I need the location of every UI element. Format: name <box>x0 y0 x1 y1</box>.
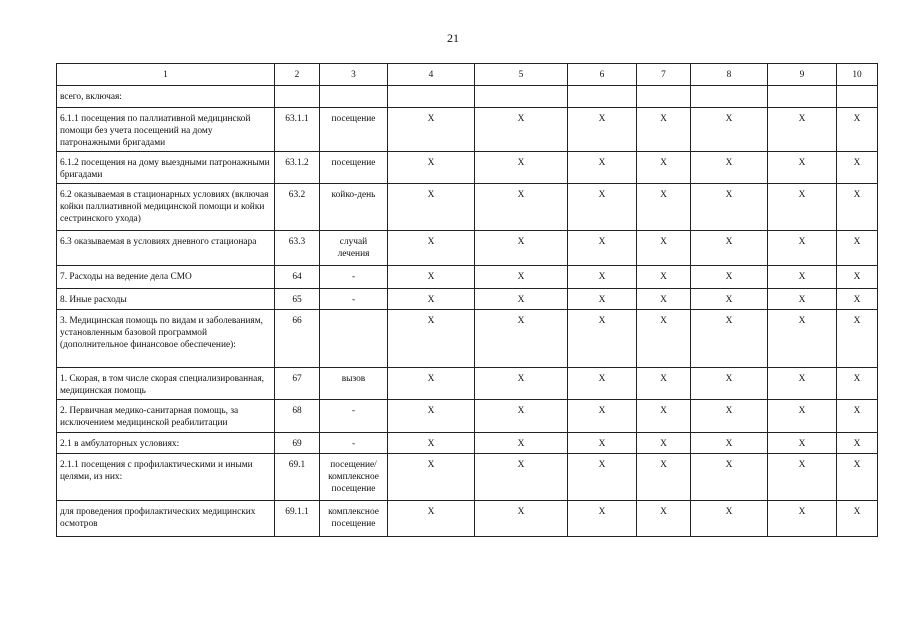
column-header: 8 <box>691 64 768 86</box>
row-code: 65 <box>275 289 320 310</box>
value-cell: X <box>388 231 475 266</box>
value-cell: X <box>691 266 768 289</box>
value-cell: X <box>837 266 878 289</box>
value-cell: X <box>768 368 837 400</box>
row-name: 6.1.2 посещения на дому выездными патронажными бригадами <box>57 152 275 184</box>
table-row <box>57 368 878 400</box>
row-name: 6.1.1 посещения по паллиативной медицинской помощи без учета посещений на дому патронажными бригадами <box>57 108 275 152</box>
value-cell: X <box>691 184 768 231</box>
value-cell: X <box>768 433 837 454</box>
row-name: 8. Иные расходы <box>57 289 275 310</box>
value-cell: X <box>475 152 568 184</box>
row-unit: вызов <box>320 368 388 400</box>
value-cell: X <box>568 501 637 537</box>
value-cell: X <box>637 108 691 152</box>
value-cell: X <box>768 152 837 184</box>
value-cell: X <box>691 501 768 537</box>
row-unit: посещение/ комплексное посещение <box>320 454 388 501</box>
row-unit: случай лечения <box>320 231 388 266</box>
column-header: 4 <box>388 64 475 86</box>
row-unit: - <box>320 266 388 289</box>
value-cell: X <box>475 400 568 433</box>
value-cell: X <box>475 368 568 400</box>
value-cell: X <box>691 368 768 400</box>
column-header: 6 <box>568 64 637 86</box>
row-name: 6.3 оказываемая в условиях дневного стационара <box>57 231 275 266</box>
value-cell: X <box>388 310 475 368</box>
value-cell: X <box>568 368 637 400</box>
value-cell: X <box>475 108 568 152</box>
value-cell: X <box>837 433 878 454</box>
row-code: 63.3 <box>275 231 320 266</box>
value-cell: X <box>637 400 691 433</box>
value-cell: X <box>637 266 691 289</box>
value-cell: X <box>475 310 568 368</box>
value-cell: X <box>837 108 878 152</box>
value-cell: X <box>568 152 637 184</box>
value-cell: X <box>837 184 878 231</box>
value-cell: X <box>691 108 768 152</box>
row-code: 69 <box>275 433 320 454</box>
column-header: 1 <box>57 64 275 86</box>
page-number: 21 <box>447 31 459 45</box>
value-cell <box>768 86 837 108</box>
value-cell: X <box>475 184 568 231</box>
value-cell: X <box>691 433 768 454</box>
table-row <box>57 184 878 231</box>
value-cell: X <box>388 266 475 289</box>
value-cell <box>568 86 637 108</box>
value-cell <box>388 86 475 108</box>
column-header: 7 <box>637 64 691 86</box>
row-code: 63.1.1 <box>275 108 320 152</box>
value-cell: X <box>768 231 837 266</box>
table-row <box>57 289 878 310</box>
column-header: 3 <box>320 64 388 86</box>
value-cell: X <box>768 108 837 152</box>
column-header: 5 <box>475 64 568 86</box>
value-cell: X <box>568 433 637 454</box>
value-cell: X <box>837 400 878 433</box>
value-cell: X <box>837 289 878 310</box>
row-code: 67 <box>275 368 320 400</box>
table-row <box>57 266 878 289</box>
value-cell: X <box>637 152 691 184</box>
row-code: 69.1 <box>275 454 320 501</box>
row-name: 1. Скорая, в том числе скорая специализированная, медицинская помощь <box>57 368 275 400</box>
value-cell: X <box>568 310 637 368</box>
row-code <box>275 86 320 108</box>
table-row <box>57 433 878 454</box>
table-row <box>57 152 878 184</box>
table-row <box>57 400 878 433</box>
table-row <box>57 501 878 537</box>
value-cell: X <box>388 433 475 454</box>
column-header: 9 <box>768 64 837 86</box>
value-cell: X <box>475 289 568 310</box>
value-cell: X <box>568 266 637 289</box>
row-code: 68 <box>275 400 320 433</box>
value-cell: X <box>768 289 837 310</box>
row-code: 64 <box>275 266 320 289</box>
value-cell: X <box>475 266 568 289</box>
value-cell: X <box>768 266 837 289</box>
value-cell: X <box>568 184 637 231</box>
row-name: 2. Первичная медико-санитарная помощь, за исключением медицинской реабилитации <box>57 400 275 433</box>
row-unit: койко-день <box>320 184 388 231</box>
value-cell: X <box>768 501 837 537</box>
row-name: 6.2 оказываемая в стационарных условиях (включая койки паллиативной медицинской помощи и койки сестринского ухода) <box>57 184 275 231</box>
value-cell: X <box>768 184 837 231</box>
value-cell: X <box>837 501 878 537</box>
table-row <box>57 86 878 108</box>
value-cell: X <box>568 400 637 433</box>
row-code: 66 <box>275 310 320 368</box>
value-cell: X <box>637 289 691 310</box>
row-unit: посещение <box>320 108 388 152</box>
row-name: для проведения профилактических медицинских осмотров <box>57 501 275 537</box>
value-cell: X <box>637 433 691 454</box>
value-cell: X <box>475 454 568 501</box>
value-cell: X <box>637 501 691 537</box>
row-name: 2.1.1 посещения с профилактическими и иными целями, из них: <box>57 454 275 501</box>
value-cell: X <box>568 108 637 152</box>
value-cell <box>837 86 878 108</box>
row-unit: - <box>320 433 388 454</box>
value-cell: X <box>637 184 691 231</box>
value-cell: X <box>388 184 475 231</box>
value-cell <box>691 86 768 108</box>
value-cell: X <box>691 231 768 266</box>
value-cell: X <box>475 433 568 454</box>
value-cell: X <box>388 289 475 310</box>
value-cell: X <box>837 231 878 266</box>
value-cell: X <box>388 454 475 501</box>
data-table <box>56 63 878 537</box>
row-name: 3. Медицинская помощь по видам и заболеваниям, установленным базовой программой (дополнительное финансовое обеспечение): <box>57 310 275 368</box>
value-cell: X <box>768 400 837 433</box>
value-cell: X <box>837 152 878 184</box>
value-cell <box>637 86 691 108</box>
row-unit: комплексное посещение <box>320 501 388 537</box>
value-cell: X <box>388 400 475 433</box>
value-cell: X <box>768 454 837 501</box>
value-cell: X <box>637 368 691 400</box>
column-header: 2 <box>275 64 320 86</box>
table-header-row <box>57 64 878 86</box>
table-row <box>57 454 878 501</box>
value-cell: X <box>691 310 768 368</box>
value-cell: X <box>637 231 691 266</box>
value-cell <box>475 86 568 108</box>
row-code: 63.2 <box>275 184 320 231</box>
row-unit <box>320 86 388 108</box>
value-cell: X <box>475 231 568 266</box>
value-cell: X <box>691 152 768 184</box>
value-cell: X <box>637 454 691 501</box>
table-row <box>57 310 878 368</box>
value-cell: X <box>568 454 637 501</box>
table-row <box>57 108 878 152</box>
row-unit <box>320 310 388 368</box>
value-cell: X <box>388 368 475 400</box>
value-cell: X <box>837 454 878 501</box>
value-cell: X <box>475 501 568 537</box>
value-cell: X <box>388 501 475 537</box>
value-cell: X <box>837 310 878 368</box>
row-unit: посещение <box>320 152 388 184</box>
value-cell: X <box>691 454 768 501</box>
value-cell: X <box>637 310 691 368</box>
value-cell: X <box>568 231 637 266</box>
table-row <box>57 231 878 266</box>
value-cell: X <box>568 289 637 310</box>
row-unit: - <box>320 400 388 433</box>
value-cell: X <box>691 400 768 433</box>
row-name: 7. Расходы на ведение дела СМО <box>57 266 275 289</box>
value-cell: X <box>388 108 475 152</box>
row-name: 2.1 в амбулаторных условиях: <box>57 433 275 454</box>
value-cell: X <box>691 289 768 310</box>
value-cell: X <box>388 152 475 184</box>
row-code: 69.1.1 <box>275 501 320 537</box>
value-cell: X <box>837 368 878 400</box>
value-cell: X <box>768 310 837 368</box>
row-unit: - <box>320 289 388 310</box>
column-header: 10 <box>837 64 878 86</box>
row-code: 63.1.2 <box>275 152 320 184</box>
row-name: всего, включая: <box>57 86 275 108</box>
